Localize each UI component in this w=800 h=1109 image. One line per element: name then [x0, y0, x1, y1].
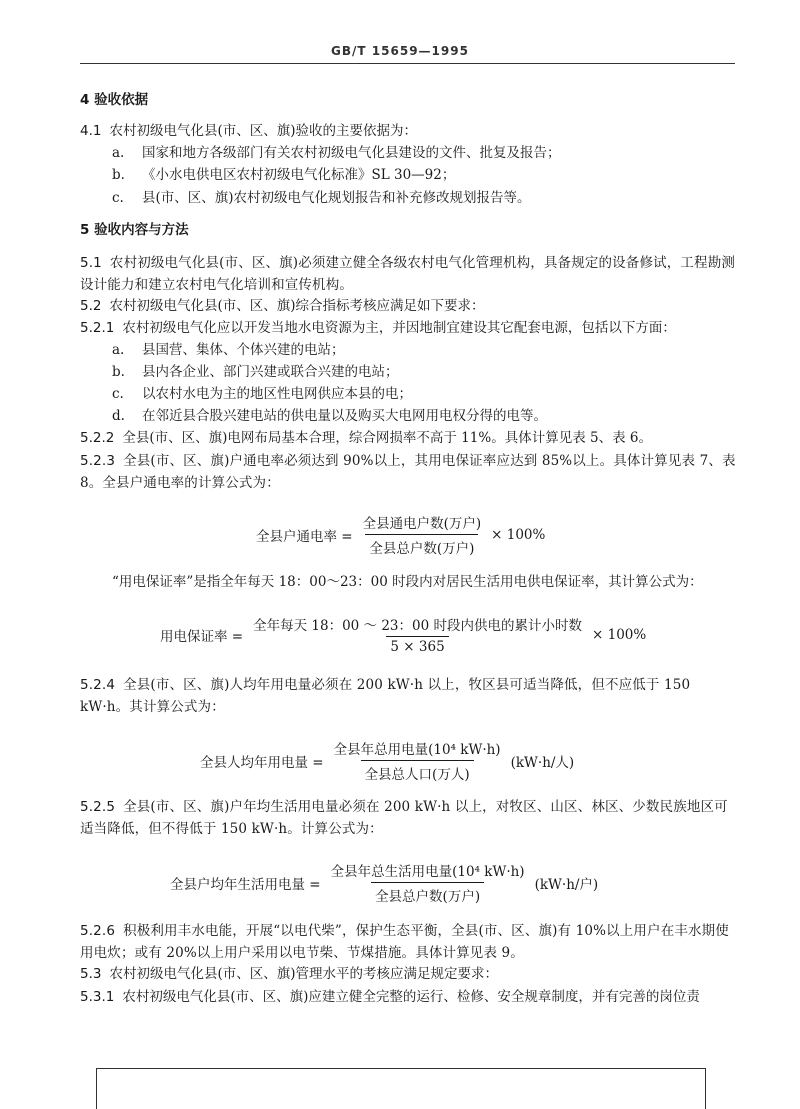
clause-text: 全县(市、区、旗)户通电率必须达到 90%以上，其用电保证率应达到 85%以上。具体计算见表 7、表 8。全县户通电率的计算公式为： — [80, 453, 736, 491]
formula-household-electrification-rate: 全县户通电率 = $\frac{\text{全县通电户数(万户)}}{\text{全县总户数(万户)}}$ × 100% — [256, 512, 545, 557]
clause-number: 4.1 — [80, 123, 102, 139]
clause-number: 5.3.1 — [80, 989, 115, 1005]
formula-household-living-consumption: 全县户均年生活用电量 = $\frac{\text{全县年总生活用电量(10⁴ kW·h)}}{\text{全县总户数(万户)}}$ (kW·h/户) — [170, 860, 598, 905]
clause-5-2-3 — [80, 450, 740, 494]
list-item: a. 国家和地方各级部门有关农村初级电气化县建设的文件、批复及报告； — [112, 145, 561, 161]
clause-5-2-1 — [80, 318, 740, 339]
clause-text: 农村初级电气化县(市、区、旗)验收的主要依据为： — [109, 123, 418, 139]
standard-code-header: GB/T 15659—1995 — [331, 44, 469, 58]
clause-number: 5.2 — [80, 298, 102, 314]
clause-number: 5.1 — [80, 255, 102, 271]
clause-text: 农村初级电气化县(市、区、旗)必须建立健全各级农村电气化管理机构，具备规定的设备修试，工程勘测设计能力和建立农村电气化培训和宣传机构。 — [80, 255, 736, 293]
clause-text: 农村初级电气化县(市、区、旗)应建立健全完整的运行、检修、安全规章制度，并有完善的岗位责 — [122, 989, 700, 1005]
list-item: a. 县国营、集体、个体兴建的电站； — [112, 342, 345, 358]
section-5-heading: 5 验收内容与方法 — [80, 222, 189, 238]
list-item: c. 以农村水电为主的地区性电网供应本县的电； — [112, 386, 412, 402]
section-4-heading: 4 验收依据 — [80, 92, 149, 108]
clause-number: 5.2.2 — [80, 430, 115, 446]
clause-text: 农村初级电气化县(市、区、旗)综合指标考核应满足如下要求： — [109, 298, 485, 314]
clause-4-1 — [80, 121, 740, 142]
header-rule — [80, 63, 735, 64]
fraction: $\frac{\text{全县通电户数(万户)}}{\text{全县总户数(万户)}}$ — [362, 516, 482, 557]
clause-5-3 — [80, 964, 740, 985]
clause-5-1 — [80, 252, 740, 296]
list-item: c. 县(市、区、旗)农村初级电气化规划报告和补充修改规划报告等。 — [112, 190, 531, 206]
clause-5-2-5 — [80, 796, 740, 840]
fraction: $\frac{\text{全县年总用电量(10⁴ kW·h)}}{\text{全县总人口(万人)}}$ — [333, 742, 501, 783]
formula-per-capita-consumption: 全县人均年用电量 = $\frac{\text{全县年总用电量(10⁴ kW·h)}}{\text{全县总人口(万人)}}$ (kW·h/人) — [200, 738, 574, 783]
clause-5-3-1 — [80, 987, 740, 1008]
clause-text: 全县(市、区、旗)电网布局基本合理，综合网损率不高于 11%。具体计算见表 5、表 6。 — [122, 430, 652, 446]
clause-text: 农村初级电气化县(市、区、旗)管理水平的考核应满足规定要求： — [109, 966, 499, 982]
clause-number: 5.2.3 — [80, 453, 116, 469]
table-frame-top — [96, 1068, 706, 1109]
clause-text: 积极利用丰水电能，开展“以电代柴”，保护生态平衡，全县(市、区、旗)有 10%以上用户在丰水期使用电炊；或有 20%以上用户采用以电节柴、节煤措施。具体计算见表 9。 — [80, 923, 729, 961]
fraction: $\frac{\text{全年每天 18：00 ～ 23：00 时段内供电的累计小时数}}{5 \times 365}$ — [253, 618, 582, 655]
clause-5-2-4 — [80, 674, 740, 718]
clause-text: 全县(市、区、旗)户年均生活用电量必须在 200 kW·h 以上，对牧区、山区、林区、少数民族地区可适当降低，但不得低于 150 kW·h。计算公式为： — [80, 799, 728, 837]
clause-5-2 — [80, 296, 740, 317]
clause-text: 全县(市、区、旗)人均年用电量必须在 200 kW·h 以上，牧区县可适当降低，但不应低于 150 kW·h。其计算公式为： — [80, 677, 691, 715]
clause-5-2-2 — [80, 428, 740, 449]
list-item: b. 县内各企业、部门兴建或联合兴建的电站； — [112, 364, 399, 380]
formula-power-guarantee-rate: 用电保证率 = $\frac{\text{全年每天 18：00 ～ 23：00 时段内供电的累计小时数}}{5 \times 365}$ × 100% — [160, 614, 646, 655]
list-item: d. 在邻近县合股兴建电站的供电量以及购买大电网用电权分得的电等。 — [112, 408, 547, 424]
list-item: b. 《小水电供电区农村初级电气化标准》SL 30—92； — [112, 167, 456, 183]
clause-number: 5.2.4 — [80, 677, 116, 693]
clause-number: 5.2.1 — [80, 320, 115, 336]
clause-number: 5.2.6 — [80, 923, 116, 939]
clause-number: 5.2.5 — [80, 799, 116, 815]
clause-number: 5.3 — [80, 966, 102, 982]
fraction: $\frac{\text{全县年总生活用电量(10⁴ kW·h)}}{\text{全县总户数(万户)}}$ — [330, 864, 525, 905]
guarantee-rate-definition: “用电保证率”是指全年每天 18：00～23：00 时段内对居民生活用电供电保证率，其计算公式为： — [112, 574, 703, 590]
clause-5-2-6 — [80, 920, 740, 964]
clause-text: 农村初级电气化应以开发当地水电资源为主，并因地制宜建设其它配套电源，包括以下方面： — [122, 320, 676, 336]
